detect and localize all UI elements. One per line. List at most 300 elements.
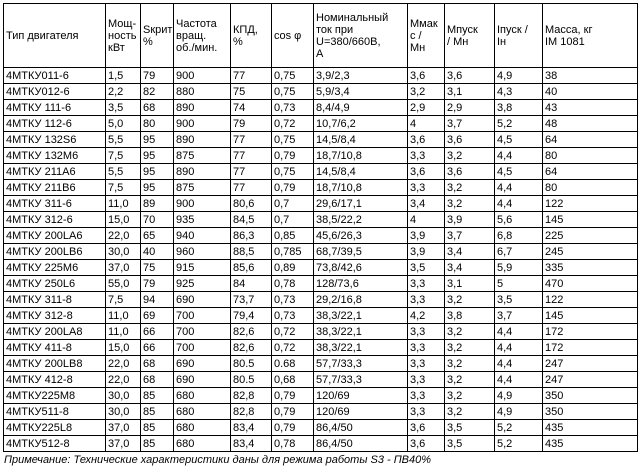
cell-rated-current: 8,4/4,9: [314, 100, 408, 116]
cell-power: 22,0: [106, 228, 141, 244]
cell-start-current-ratio: 6,8: [495, 228, 543, 244]
table-row: [4, 196, 638, 212]
cell-rated-current: 29,6/17,1: [314, 196, 408, 212]
cell-start-current-ratio: 4,9: [495, 404, 543, 420]
cell-start-current-ratio: 3,7: [495, 308, 543, 324]
cell-efficiency: 88,5: [231, 244, 272, 260]
cell-efficiency: 75: [231, 84, 272, 100]
cell-start-torque-ratio: 3,2: [445, 340, 495, 356]
cell-power: 15,0: [106, 340, 141, 356]
cell-max-torque-ratio: 3,3: [408, 324, 445, 340]
cell-mass: 435: [543, 420, 638, 436]
table-row: [4, 324, 638, 340]
cell-rotation-speed: 690: [174, 372, 231, 388]
cell-start-torque-ratio: 3,6: [445, 164, 495, 180]
cell-motor-type: 4МТКУ 312-8: [4, 308, 106, 324]
cell-start-current-ratio: 4,5: [495, 132, 543, 148]
cell-start-current-ratio: 4,4: [495, 324, 543, 340]
cell-motor-type: 4МТКУ012-6: [4, 84, 106, 100]
cell-power: 7,5: [106, 292, 141, 308]
table-row: [4, 68, 638, 84]
cell-power: 30,0: [106, 388, 141, 404]
cell-start-current-ratio: 4,4: [495, 340, 543, 356]
cell-critical-slip: 40: [141, 244, 174, 260]
cell-critical-slip: 95: [141, 180, 174, 196]
cell-mass: 64: [543, 164, 638, 180]
table-row: [4, 372, 638, 388]
cell-start-torque-ratio: 3,4: [445, 244, 495, 260]
cell-max-torque-ratio: 2,9: [408, 100, 445, 116]
cell-critical-slip: 65: [141, 228, 174, 244]
cell-rated-current: 38,3/22,1: [314, 324, 408, 340]
cell-efficiency: 80,6: [231, 196, 272, 212]
cell-motor-type: 4МТКУ 132М6: [4, 148, 106, 164]
cell-efficiency: 77: [231, 132, 272, 148]
cell-start-torque-ratio: 3,2: [445, 148, 495, 164]
cell-cos-phi: 0,785: [272, 244, 314, 260]
cell-max-torque-ratio: 4,2: [408, 308, 445, 324]
cell-max-torque-ratio: 3,3: [408, 356, 445, 372]
table-row: [4, 164, 638, 180]
cell-critical-slip: 70: [141, 212, 174, 228]
table-row: [4, 340, 638, 356]
cell-efficiency: 82,6: [231, 324, 272, 340]
cell-mass: 470: [543, 276, 638, 292]
cell-efficiency: 79,4: [231, 308, 272, 324]
table-body: [4, 68, 638, 452]
cell-cos-phi: 0,79: [272, 404, 314, 420]
cell-start-current-ratio: 5,6: [495, 212, 543, 228]
cell-start-torque-ratio: 3,5: [445, 420, 495, 436]
cell-cos-phi: 0,75: [272, 132, 314, 148]
cell-critical-slip: 79: [141, 68, 174, 84]
cell-efficiency: 82,8: [231, 388, 272, 404]
cell-rotation-speed: 940: [174, 228, 231, 244]
cell-power: 7,5: [106, 148, 141, 164]
cell-motor-type: 4МТКУ 200LA8: [4, 324, 106, 340]
cell-critical-slip: 69: [141, 308, 174, 324]
cell-rated-current: 5,9/3,4: [314, 84, 408, 100]
cell-rated-current: 128/73,6: [314, 276, 408, 292]
cell-efficiency: 80.5: [231, 356, 272, 372]
cell-motor-type: 4МТКУ 111-6: [4, 100, 106, 116]
cell-power: 11,0: [106, 308, 141, 324]
cell-motor-type: 4МТКУ 225М6: [4, 260, 106, 276]
cell-start-torque-ratio: 3,2: [445, 372, 495, 388]
cell-power: 5,0: [106, 116, 141, 132]
cell-rated-current: 86,4/50: [314, 420, 408, 436]
cell-cos-phi: 0,73: [272, 308, 314, 324]
table-row: [4, 308, 638, 324]
cell-start-current-ratio: 5: [495, 276, 543, 292]
table-row: [4, 132, 638, 148]
cell-mass: 245: [543, 244, 638, 260]
cell-critical-slip: 95: [141, 164, 174, 180]
cell-rotation-speed: 900: [174, 196, 231, 212]
cell-motor-type: 4МТКУ225М8: [4, 388, 106, 404]
cell-mass: 350: [543, 388, 638, 404]
cell-rated-current: 14,5/8,4: [314, 164, 408, 180]
cell-max-torque-ratio: 3,6: [408, 420, 445, 436]
cell-critical-slip: 89: [141, 196, 174, 212]
cell-start-torque-ratio: 2,9: [445, 100, 495, 116]
table-row: [4, 292, 638, 308]
cell-max-torque-ratio: 3,6: [408, 164, 445, 180]
cell-rated-current: 68,7/39,5: [314, 244, 408, 260]
cell-power: 37,0: [106, 436, 141, 452]
cell-start-torque-ratio: 3,9: [445, 212, 495, 228]
cell-mass: 145: [543, 308, 638, 324]
table-row: [4, 212, 638, 228]
cell-mass: 350: [543, 404, 638, 420]
cell-rated-current: 57,7/33,3: [314, 356, 408, 372]
header-efficiency: КПД, %: [231, 4, 272, 68]
cell-start-torque-ratio: 3,8: [445, 308, 495, 324]
cell-start-current-ratio: 4,4: [495, 148, 543, 164]
table-row: [4, 116, 638, 132]
cell-rotation-speed: 680: [174, 388, 231, 404]
cell-critical-slip: 68: [141, 356, 174, 372]
header-rotation-speed: Частота вращ. об./мин.: [174, 4, 231, 68]
cell-cos-phi: 0,7: [272, 196, 314, 212]
table-row: [4, 436, 638, 452]
cell-start-current-ratio: 4,4: [495, 180, 543, 196]
cell-power: 37,0: [106, 260, 141, 276]
cell-efficiency: 74: [231, 100, 272, 116]
cell-mass: 80: [543, 148, 638, 164]
cell-mass: 145: [543, 212, 638, 228]
cell-power: 3,5: [106, 100, 141, 116]
cell-motor-type: 4МТКУ 411-8: [4, 340, 106, 356]
cell-critical-slip: 82: [141, 84, 174, 100]
cell-rated-current: 38,5/22,2: [314, 212, 408, 228]
cell-rotation-speed: 690: [174, 292, 231, 308]
cell-motor-type: 4МТКУ512-8: [4, 436, 106, 452]
cell-start-current-ratio: 4,3: [495, 84, 543, 100]
cell-motor-type: 4МТКУ 200LB6: [4, 244, 106, 260]
cell-cos-phi: 0,7: [272, 212, 314, 228]
cell-mass: 247: [543, 356, 638, 372]
cell-motor-type: 4МТКУ225L8: [4, 420, 106, 436]
cell-critical-slip: 80: [141, 116, 174, 132]
cell-start-torque-ratio: 3,5: [445, 436, 495, 452]
header-critical-slip: Sкрит %: [141, 4, 174, 68]
table-row: [4, 100, 638, 116]
cell-efficiency: 79: [231, 116, 272, 132]
cell-motor-type: 4МТКУ 311-6: [4, 196, 106, 212]
cell-efficiency: 77: [231, 148, 272, 164]
table-row: [4, 148, 638, 164]
cell-efficiency: 85,6: [231, 260, 272, 276]
cell-cos-phi: 0,79: [272, 420, 314, 436]
cell-rotation-speed: 880: [174, 84, 231, 100]
cell-max-torque-ratio: 3,3: [408, 292, 445, 308]
cell-start-current-ratio: 4,4: [495, 372, 543, 388]
cell-start-torque-ratio: 3,7: [445, 228, 495, 244]
cell-max-torque-ratio: 3,3: [408, 148, 445, 164]
cell-critical-slip: 68: [141, 100, 174, 116]
cell-cos-phi: 0,73: [272, 100, 314, 116]
cell-cos-phi: 0,79: [272, 180, 314, 196]
cell-max-torque-ratio: 3,3: [408, 388, 445, 404]
table-row: [4, 260, 638, 276]
cell-efficiency: 77: [231, 164, 272, 180]
cell-rated-current: 57,7/33,3: [314, 372, 408, 388]
cell-mass: 64: [543, 132, 638, 148]
cell-max-torque-ratio: 3,2: [408, 84, 445, 100]
cell-efficiency: 84,5: [231, 212, 272, 228]
footnote: Примечание: Технические характеристики даны для режима работы S3 - ПВ40%: [4, 454, 432, 466]
cell-cos-phi: 0,75: [272, 164, 314, 180]
cell-start-torque-ratio: 3,2: [445, 404, 495, 420]
cell-rated-current: 14,5/8,4: [314, 132, 408, 148]
cell-rotation-speed: 875: [174, 148, 231, 164]
cell-max-torque-ratio: 4: [408, 116, 445, 132]
table-row: [4, 420, 638, 436]
cell-start-torque-ratio: 3,2: [445, 196, 495, 212]
header-start-torque-ratio: Мпуск / Мн: [445, 4, 495, 68]
cell-power: 55,0: [106, 276, 141, 292]
cell-start-current-ratio: 4,9: [495, 388, 543, 404]
cell-cos-phi: 0,72: [272, 324, 314, 340]
cell-motor-type: 4МТКУ 250L6: [4, 276, 106, 292]
cell-max-torque-ratio: 3,5: [408, 260, 445, 276]
cell-rotation-speed: 935: [174, 212, 231, 228]
cell-start-current-ratio: 5,2: [495, 436, 543, 452]
cell-critical-slip: 94: [141, 292, 174, 308]
cell-motor-type: 4МТКУ 112-6: [4, 116, 106, 132]
cell-critical-slip: 95: [141, 148, 174, 164]
header-mass: Масса, кг IM 1081: [543, 4, 638, 68]
header-row: [4, 4, 638, 68]
cell-power: 7,5: [106, 180, 141, 196]
cell-max-torque-ratio: 3,3: [408, 180, 445, 196]
cell-rotation-speed: 915: [174, 260, 231, 276]
cell-cos-phi: 0,78: [272, 436, 314, 452]
header-motor-type: Тип двигателя: [4, 4, 106, 68]
cell-power: 22,0: [106, 372, 141, 388]
cell-mass: 122: [543, 196, 638, 212]
cell-rotation-speed: 875: [174, 180, 231, 196]
cell-critical-slip: 85: [141, 388, 174, 404]
cell-cos-phi: 0,75: [272, 84, 314, 100]
cell-rotation-speed: 680: [174, 404, 231, 420]
cell-motor-type: 4МТКУ 312-6: [4, 212, 106, 228]
cell-motor-type: 4МТКУ 412-8: [4, 372, 106, 388]
cell-critical-slip: 75: [141, 260, 174, 276]
cell-cos-phi: 0,89: [272, 260, 314, 276]
cell-max-torque-ratio: 3,9: [408, 228, 445, 244]
cell-motor-type: 4МТКУ 200LA6: [4, 228, 106, 244]
cell-rotation-speed: 690: [174, 356, 231, 372]
cell-power: 5,5: [106, 164, 141, 180]
cell-start-torque-ratio: 3,6: [445, 132, 495, 148]
cell-cos-phi: 0.68: [272, 356, 314, 372]
cell-mass: 38: [543, 68, 638, 84]
cell-rotation-speed: 890: [174, 132, 231, 148]
cell-power: 2,2: [106, 84, 141, 100]
cell-cos-phi: 0,72: [272, 116, 314, 132]
cell-motor-type: 4МТКУ 211В6: [4, 180, 106, 196]
cell-efficiency: 73,7: [231, 292, 272, 308]
cell-efficiency: 86,3: [231, 228, 272, 244]
cell-rotation-speed: 900: [174, 116, 231, 132]
cell-max-torque-ratio: 3,9: [408, 244, 445, 260]
cell-rotation-speed: 680: [174, 420, 231, 436]
cell-rotation-speed: 700: [174, 340, 231, 356]
cell-rotation-speed: 890: [174, 100, 231, 116]
motor-spec-table: [3, 3, 638, 452]
cell-rated-current: 18,7/10,8: [314, 148, 408, 164]
cell-critical-slip: 79: [141, 276, 174, 292]
cell-efficiency: 82,8: [231, 404, 272, 420]
cell-start-torque-ratio: 3,1: [445, 276, 495, 292]
cell-start-current-ratio: 6,7: [495, 244, 543, 260]
cell-efficiency: 77: [231, 180, 272, 196]
cell-max-torque-ratio: 3,6: [408, 132, 445, 148]
cell-cos-phi: 0,79: [272, 388, 314, 404]
cell-mass: 43: [543, 100, 638, 116]
cell-power: 22,0: [106, 356, 141, 372]
cell-start-current-ratio: 5,2: [495, 116, 543, 132]
cell-start-torque-ratio: 3,2: [445, 324, 495, 340]
cell-rated-current: 86,4/50: [314, 436, 408, 452]
cell-rated-current: 120/69: [314, 404, 408, 420]
cell-start-current-ratio: 5,9: [495, 260, 543, 276]
cell-motor-type: 4МТКУ011-6: [4, 68, 106, 84]
cell-start-torque-ratio: 3,2: [445, 388, 495, 404]
cell-power: 37,0: [106, 420, 141, 436]
table-row: [4, 84, 638, 100]
cell-power: 30,0: [106, 404, 141, 420]
cell-rated-current: 18,7/10,8: [314, 180, 408, 196]
cell-rated-current: 10,7/6,2: [314, 116, 408, 132]
cell-rated-current: 120/69: [314, 388, 408, 404]
motor-spec-sheet: [3, 3, 637, 466]
cell-start-torque-ratio: 3,7: [445, 116, 495, 132]
cell-max-torque-ratio: 3,3: [408, 372, 445, 388]
cell-max-torque-ratio: 3,3: [408, 404, 445, 420]
cell-rated-current: 73,8/42,6: [314, 260, 408, 276]
header-start-current-ratio: Iпуск / Iн: [495, 4, 543, 68]
cell-efficiency: 83,4: [231, 436, 272, 452]
cell-critical-slip: 68: [141, 372, 174, 388]
cell-rated-current: 3,9/2,3: [314, 68, 408, 84]
cell-efficiency: 82,6: [231, 340, 272, 356]
cell-motor-type: 4МТКУ 211А6: [4, 164, 106, 180]
cell-start-current-ratio: 5,2: [495, 420, 543, 436]
cell-start-current-ratio: 4,9: [495, 68, 543, 84]
cell-power: 30,0: [106, 244, 141, 260]
cell-power: 11,0: [106, 324, 141, 340]
cell-cos-phi: 0,85: [272, 228, 314, 244]
header-power: Мощ- ность кВт: [106, 4, 141, 68]
cell-mass: 40: [543, 84, 638, 100]
table-header: [4, 4, 638, 68]
cell-max-torque-ratio: 3,6: [408, 68, 445, 84]
header-cos-phi: cos φ: [272, 4, 314, 68]
cell-rated-current: 38,3/22,1: [314, 340, 408, 356]
table-row: [4, 228, 638, 244]
cell-rotation-speed: 700: [174, 324, 231, 340]
cell-efficiency: 84: [231, 276, 272, 292]
cell-max-torque-ratio: 3,3: [408, 276, 445, 292]
cell-rotation-speed: 890: [174, 164, 231, 180]
cell-start-current-ratio: 3,8: [495, 100, 543, 116]
cell-rated-current: 29,2/16,8: [314, 292, 408, 308]
cell-motor-type: 4МТКУ 311-8: [4, 292, 106, 308]
cell-power: 11,0: [106, 196, 141, 212]
cell-efficiency: 77: [231, 68, 272, 84]
cell-start-torque-ratio: 3,2: [445, 180, 495, 196]
cell-efficiency: 83,4: [231, 420, 272, 436]
table-row: [4, 244, 638, 260]
cell-cos-phi: 0,79: [272, 148, 314, 164]
cell-start-current-ratio: 4,4: [495, 356, 543, 372]
table-row: [4, 356, 638, 372]
cell-rotation-speed: 960: [174, 244, 231, 260]
cell-mass: 225: [543, 228, 638, 244]
cell-max-torque-ratio: 4: [408, 212, 445, 228]
cell-rated-current: 38,3/22,1: [314, 308, 408, 324]
cell-mass: 48: [543, 116, 638, 132]
cell-critical-slip: 66: [141, 324, 174, 340]
cell-mass: 172: [543, 324, 638, 340]
cell-mass: 335: [543, 260, 638, 276]
cell-rated-current: 45,6/26,3: [314, 228, 408, 244]
cell-max-torque-ratio: 3,6: [408, 436, 445, 452]
cell-mass: 172: [543, 340, 638, 356]
cell-rotation-speed: 900: [174, 68, 231, 84]
cell-mass: 122: [543, 292, 638, 308]
cell-start-current-ratio: 4,5: [495, 164, 543, 180]
cell-critical-slip: 66: [141, 340, 174, 356]
cell-cos-phi: 0,78: [272, 276, 314, 292]
cell-power: 1,5: [106, 68, 141, 84]
cell-rotation-speed: 925: [174, 276, 231, 292]
cell-rotation-speed: 680: [174, 436, 231, 452]
cell-rotation-speed: 700: [174, 308, 231, 324]
cell-max-torque-ratio: 3,4: [408, 196, 445, 212]
cell-critical-slip: 95: [141, 132, 174, 148]
cell-start-current-ratio: 3,5: [495, 292, 543, 308]
cell-start-torque-ratio: 3,4: [445, 260, 495, 276]
cell-mass: 247: [543, 372, 638, 388]
cell-start-torque-ratio: 3,6: [445, 68, 495, 84]
header-rated-current: Номинальный ток при U=380/660В, А: [314, 4, 408, 68]
cell-cos-phi: 0,72: [272, 340, 314, 356]
cell-cos-phi: 0,68: [272, 372, 314, 388]
table-row: [4, 404, 638, 420]
cell-efficiency: 80.5: [231, 372, 272, 388]
cell-critical-slip: 85: [141, 420, 174, 436]
cell-power: 5,5: [106, 132, 141, 148]
table-row: [4, 276, 638, 292]
cell-max-torque-ratio: 3,3: [408, 340, 445, 356]
cell-motor-type: 4МТКУ 132S6: [4, 132, 106, 148]
cell-cos-phi: 0,75: [272, 68, 314, 84]
table-row: [4, 388, 638, 404]
cell-motor-type: 4МТКУ511-8: [4, 404, 106, 420]
cell-start-current-ratio: 4,4: [495, 196, 543, 212]
cell-mass: 435: [543, 436, 638, 452]
cell-motor-type: 4МТКУ 200LB8: [4, 356, 106, 372]
cell-mass: 80: [543, 180, 638, 196]
cell-critical-slip: 85: [141, 436, 174, 452]
cell-start-torque-ratio: 3,2: [445, 292, 495, 308]
cell-power: 15,0: [106, 212, 141, 228]
cell-start-torque-ratio: 3,2: [445, 356, 495, 372]
